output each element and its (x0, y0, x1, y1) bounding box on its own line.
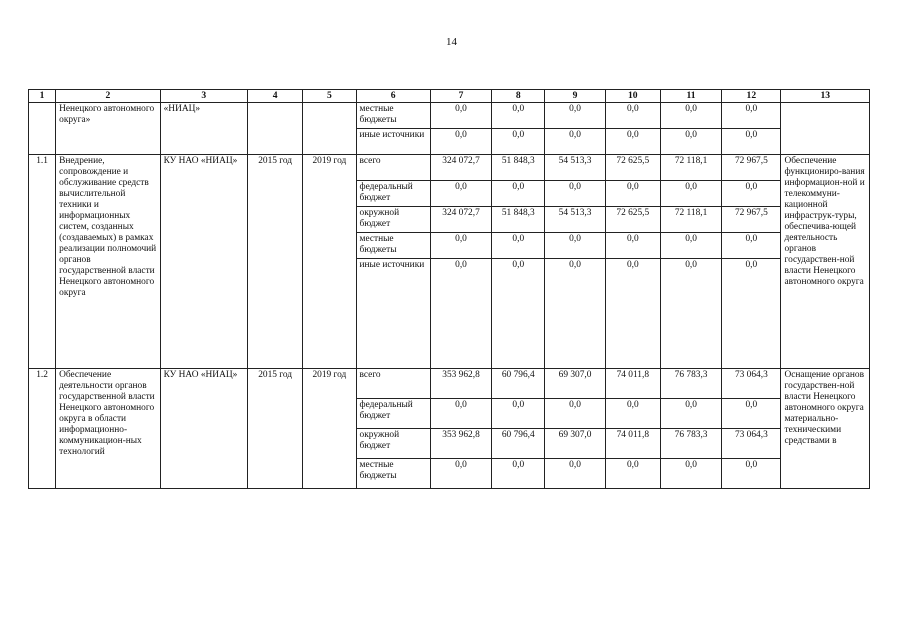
value-cell: 324 072,7 (430, 207, 491, 233)
value-cell: 0,0 (605, 399, 660, 429)
value-cell: 0,0 (722, 459, 781, 489)
value-cell: 0,0 (660, 399, 721, 429)
value-cell: 353 962,8 (430, 429, 491, 459)
column-number: 11 (660, 90, 721, 103)
measure-name: Обеспечение деятельности органов государственной власти Ненецкого автономного округа в области информационно-коммуникацион-ных технологий (56, 369, 160, 489)
value-cell: 0,0 (722, 399, 781, 429)
executor: «НИАЦ» (160, 103, 247, 155)
value-cell: 74 011,8 (605, 429, 660, 459)
funding-source: иные источники (356, 259, 430, 369)
column-number: 10 (605, 90, 660, 103)
value-cell: 72 967,5 (722, 155, 781, 181)
value-cell: 0,0 (605, 103, 660, 129)
value-cell: 0,0 (492, 459, 545, 489)
value-cell: 0,0 (605, 259, 660, 369)
row-index: 1.2 (29, 369, 56, 489)
column-number: 5 (303, 90, 356, 103)
value-cell: 0,0 (430, 129, 491, 155)
page-number: 14 (446, 36, 457, 48)
value-cell: 51 848,3 (492, 155, 545, 181)
value-cell: 0,0 (660, 459, 721, 489)
value-cell: 0,0 (660, 259, 721, 369)
value-cell: 0,0 (545, 259, 605, 369)
value-cell: 69 307,0 (545, 369, 605, 399)
value-cell: 0,0 (605, 459, 660, 489)
value-cell: 0,0 (722, 129, 781, 155)
value-cell: 0,0 (660, 103, 721, 129)
row-index (29, 103, 56, 155)
value-cell: 0,0 (605, 233, 660, 259)
funding-source: окружной бюджет (356, 207, 430, 233)
start-year: 2015 год (248, 369, 303, 489)
column-number: 8 (492, 90, 545, 103)
value-cell: 0,0 (492, 259, 545, 369)
column-number: 13 (781, 90, 870, 103)
funding-source: местные бюджеты (356, 103, 430, 129)
value-cell: 0,0 (545, 459, 605, 489)
value-cell: 0,0 (430, 103, 491, 129)
measure-name: Внедрение, сопровождение и обслуживание средств вычислительной техники и информационных систем, созданных (создаваемых) в рамках реализации полномочий органов государственной власти Ненецкого автономного округа (56, 155, 160, 369)
value-cell: 54 513,3 (545, 155, 605, 181)
value-cell: 69 307,0 (545, 429, 605, 459)
value-cell: 0,0 (492, 233, 545, 259)
row-index: 1.1 (29, 155, 56, 369)
value-cell: 353 962,8 (430, 369, 491, 399)
column-number: 7 (430, 90, 491, 103)
value-cell: 0,0 (492, 129, 545, 155)
value-cell: 0,0 (722, 233, 781, 259)
value-cell: 0,0 (545, 233, 605, 259)
expected-result: Обеспечение функциониро-вания информацион-ной и телекоммуни-кационной инфраструк-туры, обеспечива-ющей деятельность органов государствен-ной власти Ненецкого автономного округа (781, 155, 870, 369)
value-cell: 0,0 (492, 399, 545, 429)
end-year (303, 103, 356, 155)
start-year: 2015 год (248, 155, 303, 369)
value-cell: 60 796,4 (492, 369, 545, 399)
expected-result: Оснащение органов государствен-ной власти Ненецкого автономного округа материально-техническими средствами в (781, 369, 870, 489)
value-cell: 73 064,3 (722, 369, 781, 399)
value-cell: 73 064,3 (722, 429, 781, 459)
value-cell: 72 118,1 (660, 155, 721, 181)
value-cell: 0,0 (492, 103, 545, 129)
funding-source: всего (356, 155, 430, 181)
funding-source: федеральный бюджет (356, 399, 430, 429)
expected-result (781, 103, 870, 155)
funding-source: окружной бюджет (356, 429, 430, 459)
table-row (29, 155, 870, 181)
value-cell: 0,0 (545, 181, 605, 207)
funding-source: местные бюджеты (356, 233, 430, 259)
value-cell: 0,0 (545, 399, 605, 429)
value-cell: 72 967,5 (722, 207, 781, 233)
column-number: 3 (160, 90, 247, 103)
column-number-row (29, 90, 870, 103)
budget-table (28, 89, 870, 489)
value-cell: 0,0 (430, 259, 491, 369)
measure-name: Ненецкого автономного округа» (56, 103, 160, 155)
column-number: 1 (29, 90, 56, 103)
funding-source: всего (356, 369, 430, 399)
end-year: 2019 год (303, 155, 356, 369)
value-cell: 51 848,3 (492, 207, 545, 233)
start-year (248, 103, 303, 155)
end-year: 2019 год (303, 369, 356, 489)
value-cell: 72 625,5 (605, 155, 660, 181)
value-cell: 0,0 (722, 259, 781, 369)
value-cell: 54 513,3 (545, 207, 605, 233)
funding-source: местные бюджеты (356, 459, 430, 489)
value-cell: 0,0 (492, 181, 545, 207)
value-cell: 0,0 (660, 181, 721, 207)
value-cell: 60 796,4 (492, 429, 545, 459)
column-number: 2 (56, 90, 160, 103)
column-number: 9 (545, 90, 605, 103)
value-cell: 0,0 (722, 103, 781, 129)
column-number: 12 (722, 90, 781, 103)
value-cell: 0,0 (660, 129, 721, 155)
value-cell: 0,0 (430, 399, 491, 429)
value-cell: 0,0 (430, 459, 491, 489)
value-cell: 324 072,7 (430, 155, 491, 181)
value-cell: 76 783,3 (660, 429, 721, 459)
value-cell: 72 625,5 (605, 207, 660, 233)
value-cell: 0,0 (545, 129, 605, 155)
value-cell: 0,0 (722, 181, 781, 207)
value-cell: 72 118,1 (660, 207, 721, 233)
table-row (29, 369, 870, 399)
funding-source: федеральный бюджет (356, 181, 430, 207)
value-cell: 0,0 (430, 181, 491, 207)
value-cell: 76 783,3 (660, 369, 721, 399)
value-cell: 0,0 (605, 129, 660, 155)
value-cell: 0,0 (605, 181, 660, 207)
value-cell: 0,0 (660, 233, 721, 259)
value-cell: 0,0 (545, 103, 605, 129)
funding-source: иные источники (356, 129, 430, 155)
table-row (29, 103, 870, 129)
column-number: 4 (248, 90, 303, 103)
executor: КУ НАО «НИАЦ» (160, 155, 247, 369)
value-cell: 0,0 (430, 233, 491, 259)
value-cell: 74 011,8 (605, 369, 660, 399)
executor: КУ НАО «НИАЦ» (160, 369, 247, 489)
column-number: 6 (356, 90, 430, 103)
